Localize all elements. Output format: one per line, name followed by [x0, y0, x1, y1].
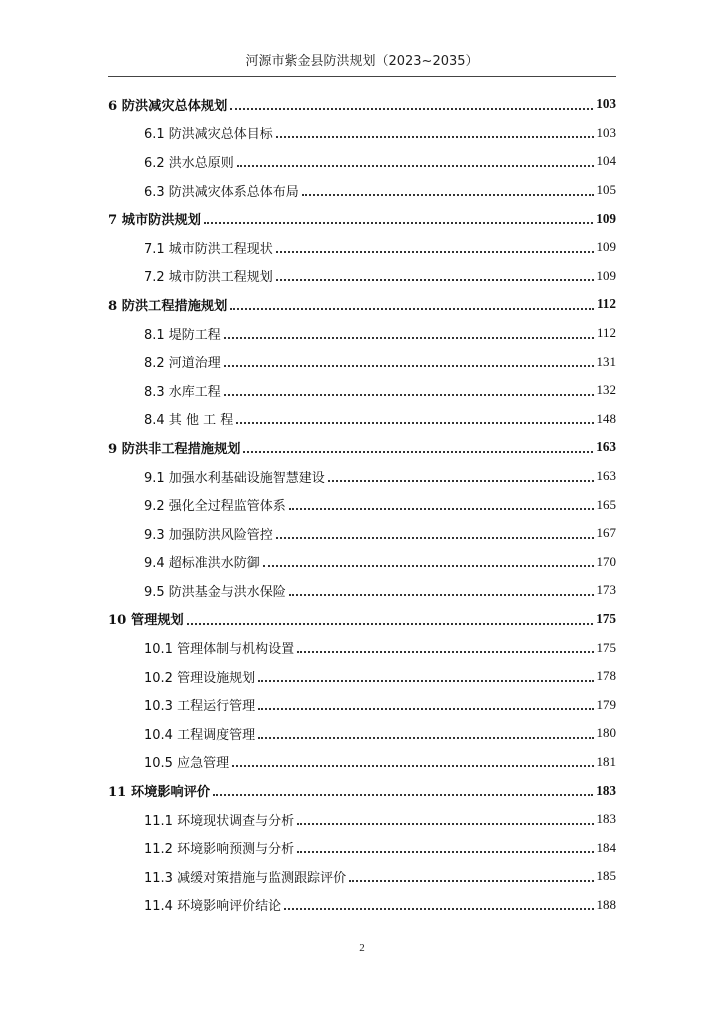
toc-dot-leader [276, 266, 594, 281]
toc-entry-title: 8.2 河道治理 [144, 356, 221, 372]
toc-entry-page-number: 104 [596, 153, 616, 169]
toc-section-entry[interactable] [108, 147, 616, 176]
toc-entry-title: 6 防洪减灾总体规划 [108, 98, 228, 114]
toc-dot-leader [258, 724, 593, 739]
toc-chapter-entry[interactable] [108, 605, 616, 634]
toc-dot-leader [297, 838, 593, 853]
toc-section-entry[interactable] [108, 462, 616, 491]
toc-entry-page-number: 180 [596, 725, 616, 741]
toc-section-entry[interactable] [108, 891, 616, 920]
toc-dot-leader [284, 895, 593, 910]
toc-section-entry[interactable] [108, 690, 616, 719]
toc-entry-page-number: 167 [596, 525, 616, 541]
toc-entry-title: 9.4 超标准洪水防御 [144, 556, 260, 572]
toc-dot-leader [297, 810, 593, 825]
toc-dot-leader [230, 95, 593, 110]
toc-entry-title: 10.5 应急管理 [144, 756, 230, 772]
toc-entry-title: 8.1 堤防工程 [144, 327, 221, 343]
toc-entry-page-number: 185 [596, 868, 616, 884]
toc-entry-title: 6.3 防洪减灾体系总体布局 [144, 184, 299, 200]
toc-dot-leader [328, 467, 594, 482]
toc-entry-page-number: 179 [596, 696, 616, 712]
toc-section-entry[interactable] [108, 519, 616, 548]
toc-section-entry[interactable] [108, 405, 616, 434]
toc-entry-title: 10.1 管理体制与机构设置 [144, 642, 295, 658]
toc-dot-leader [276, 123, 594, 138]
toc-section-entry[interactable] [108, 176, 616, 205]
toc-entry-page-number: 183 [596, 811, 616, 827]
toc-dot-leader [224, 352, 594, 367]
page-number: 2 [359, 942, 365, 954]
toc-section-entry[interactable] [108, 347, 616, 376]
toc-entry-page-number: 148 [596, 410, 616, 426]
toc-entry-title: 9.3 加强防洪风险管控 [144, 527, 273, 543]
running-header: 河源市紫金县防洪规划（2023~2035） [245, 54, 479, 69]
toc-entry-page-number: 109 [596, 267, 616, 283]
toc-section-entry[interactable] [108, 719, 616, 748]
toc-entry-title: 11.2 环境影响预测与分析 [144, 842, 295, 858]
toc-entry-page-number: 175 [596, 610, 616, 626]
toc-section-entry[interactable] [108, 119, 616, 148]
toc-section-entry[interactable] [108, 576, 616, 605]
toc-dot-leader [237, 152, 594, 167]
toc-dot-leader [258, 667, 593, 682]
toc-entry-page-number: 132 [596, 382, 616, 398]
toc-entry-title: 6.2 洪水总原则 [144, 155, 234, 171]
toc-entry-title: 11.3 减缓对策措施与监测跟踪评价 [144, 870, 347, 886]
toc-entry-title: 7 城市防洪规划 [108, 213, 201, 229]
toc-entry-title: 10.2 管理设施规划 [144, 670, 256, 686]
toc-entry-page-number: 188 [596, 896, 616, 912]
toc-section-entry[interactable] [108, 748, 616, 777]
toc-dot-leader [243, 438, 593, 453]
toc-entry-title: 10.3 工程运行管理 [144, 699, 256, 715]
toc-dot-leader [289, 495, 594, 510]
toc-section-entry[interactable] [108, 805, 616, 834]
toc-dot-leader [263, 552, 594, 567]
toc-section-entry[interactable] [108, 262, 616, 291]
toc-entry-title: 9.1 加强水利基础设施智慧建设 [144, 470, 325, 486]
toc-entry-page-number: 109 [596, 239, 616, 255]
toc-entry-title: 11 环境影响评价 [108, 785, 211, 801]
toc-entry-page-number: 112 [596, 325, 616, 341]
toc-entry-title: 11.1 环境现状调查与分析 [144, 813, 295, 829]
toc-entry-page-number: 178 [596, 668, 616, 684]
toc-entry-page-number: 109 [596, 210, 616, 226]
toc-dot-leader [258, 695, 593, 710]
toc-dot-leader [224, 324, 594, 339]
toc-entry-page-number: 181 [596, 753, 616, 769]
toc-entry-title: 7.1 城市防洪工程现状 [144, 241, 273, 257]
toc-entry-page-number: 131 [596, 353, 616, 369]
toc-entry-title: 11.4 环境影响评价结论 [144, 899, 282, 915]
toc-chapter-entry[interactable] [108, 776, 616, 805]
toc-dot-leader [276, 238, 594, 253]
toc-dot-leader [349, 867, 593, 882]
toc-entry-title: 10.4 工程调度管理 [144, 727, 256, 743]
toc-section-entry[interactable] [108, 233, 616, 262]
toc-entry-page-number: 173 [596, 582, 616, 598]
toc-entry-title: 9.5 防洪基金与洪水保险 [144, 584, 286, 600]
toc-entry-title: 10 管理规划 [108, 613, 184, 629]
toc-entry-page-number: 103 [596, 124, 616, 140]
toc-chapter-entry[interactable] [108, 90, 616, 119]
toc-dot-leader [289, 581, 594, 596]
toc-entry-page-number: 163 [596, 439, 616, 455]
toc-dot-leader [187, 609, 594, 624]
header-rule [108, 76, 616, 77]
toc-entry-page-number: 112 [596, 296, 616, 312]
toc-dot-leader [302, 181, 594, 196]
toc-dot-leader [224, 381, 594, 396]
toc-section-entry[interactable] [108, 548, 616, 577]
toc-dot-leader [276, 524, 594, 539]
toc-chapter-entry[interactable] [108, 290, 616, 319]
toc-section-entry[interactable] [108, 376, 616, 405]
toc-dot-leader [204, 209, 593, 224]
table-of-contents [108, 90, 616, 919]
toc-entry-title: 9 防洪非工程措施规划 [108, 441, 241, 457]
toc-section-entry[interactable] [108, 319, 616, 348]
toc-entry-page-number: 175 [596, 639, 616, 655]
toc-entry-title: 8.3 水库工程 [144, 384, 221, 400]
toc-entry-page-number: 184 [596, 839, 616, 855]
toc-chapter-entry[interactable] [108, 204, 616, 233]
toc-entry-page-number: 105 [596, 182, 616, 198]
toc-section-entry[interactable] [108, 490, 616, 519]
toc-entry-page-number: 165 [596, 496, 616, 512]
toc-entry-title: 6.1 防洪减灾总体目标 [144, 127, 273, 143]
toc-entry-title: 8.4 其 他 工 程 [144, 413, 234, 429]
toc-section-entry[interactable] [108, 633, 616, 662]
toc-chapter-entry[interactable] [108, 433, 616, 462]
toc-entry-title: 8 防洪工程措施规划 [108, 298, 228, 314]
toc-section-entry[interactable] [108, 833, 616, 862]
toc-entry-page-number: 103 [596, 96, 616, 112]
toc-entry-page-number: 183 [596, 782, 616, 798]
toc-entry-page-number: 170 [596, 553, 616, 569]
toc-section-entry[interactable] [108, 862, 616, 891]
toc-section-entry[interactable] [108, 662, 616, 691]
toc-entry-page-number: 163 [596, 468, 616, 484]
toc-dot-leader [297, 638, 593, 653]
toc-entry-title: 9.2 强化全过程监管体系 [144, 499, 286, 515]
toc-dot-leader [236, 409, 593, 424]
toc-entry-title: 7.2 城市防洪工程规划 [144, 270, 273, 286]
toc-dot-leader [232, 752, 593, 767]
toc-dot-leader [213, 781, 593, 796]
toc-dot-leader [230, 295, 594, 310]
